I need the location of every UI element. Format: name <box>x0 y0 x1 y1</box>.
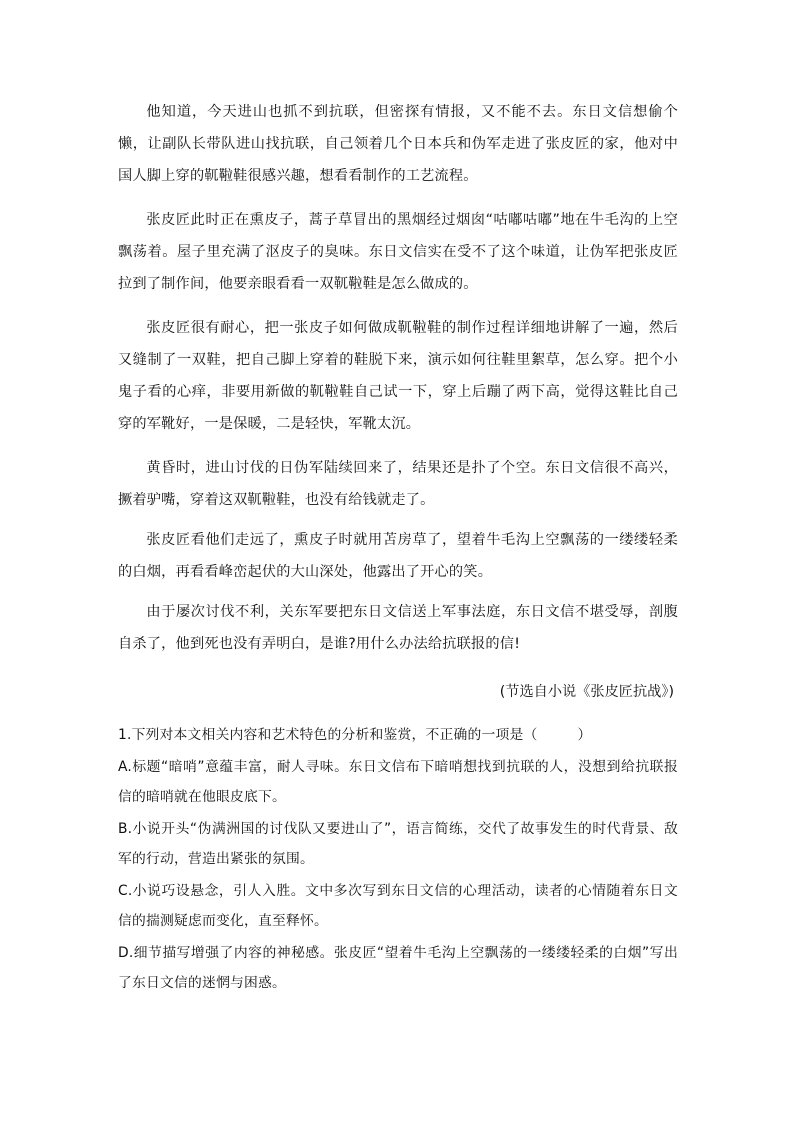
option-a: A.标题“暗哨”意蕴丰富，耐人寻味。东日文信布下暗哨想找到抗联的人，没想到给抗联报信的暗哨就在他眼皮底下。 <box>118 759 678 805</box>
source-citation: (节选自小说《张皮匠抗战》) <box>499 684 674 700</box>
question-stem-text: 1.下列对本文相关内容和艺术特色的分析和鉴赏，不正确的一项是（ <box>118 727 538 743</box>
story-paragraph-4: 黄昏时，进山讨伐的日伪军陆续回来了，结果还是扑了个空。东日文信很不高兴，撅着驴嘴，穿着这双靰鞡鞋，也没有给钱就走了。 <box>118 460 678 508</box>
story-paragraph-3: 张皮匠很有耐心，把一张皮子如何做成靰鞡鞋的制作过程详细地讲解了一遍，然后又缝制了一双鞋，把自己脚上穿着的鞋脱下来，演示如何往鞋里絮草，怎么穿。把个小鬼子看的心痒，非要用新做的靰鞡鞋自己试一下，穿上后蹦了两下高，觉得这鞋比自己穿的军靴好，一是保暖，二是轻快，军靴太沉。 <box>118 320 678 432</box>
option-d: D.细节描写增强了内容的神秘感。张皮匠“望着牛毛沟上空飘荡的一缕缕轻柔的白烟”写出了东日文信的迷惘与困惑。 <box>118 945 678 991</box>
question-stem <box>118 720 678 750</box>
story-paragraph-6: 由于屡次讨伐不利，关东军要把东日文信送上军事法庭，东日文信不堪受辱，剖腹自杀了，他到死也没有弄明白，是谁?用什么办法给抗联报的信! <box>118 604 678 652</box>
question-stem-close: ） <box>577 727 592 743</box>
story-paragraph-2: 张皮匠此时正在熏皮子，蒿子草冒出的黑烟经过烟囱“咕嘟咕嘟”地在牛毛沟的上空飘荡着。屋子里充满了沤皮子的臭味。东日文信实在受不了这个味道，让伪军把张皮匠拉到了制作间，他要亲眼看看一双靰鞡鞋是怎么做成的。 <box>118 212 678 292</box>
option-b: B.小说开头“伪满洲国的讨伐队又要进山了”，语言简练，交代了故事发生的时代背景、敌军的行动，营造出紧张的氛围。 <box>118 821 678 867</box>
story-paragraph-5: 张皮匠看他们走远了，熏皮子时就用苫房草了，望着牛毛沟上空飘荡的一缕缕轻柔的白烟，再看看峰峦起伏的大山深处，他露出了开心的笑。 <box>118 532 678 580</box>
option-c: C.小说巧设悬念，引人入胜。文中多次写到东日文信的心理活动，读者的心情随着东日文信的揣测疑虑而变化，直至释怀。 <box>118 883 678 929</box>
story-paragraph-1: 他知道，今天进山也抓不到抗联，但密探有情报，又不能不去。东日文信想偷个懒，让副队长带队进山找抗联，自己领着几个日本兵和伪军走进了张皮匠的家，他对中国人脚上穿的靰鞡鞋很感兴趣，想看看制作的工艺流程。 <box>118 104 678 184</box>
